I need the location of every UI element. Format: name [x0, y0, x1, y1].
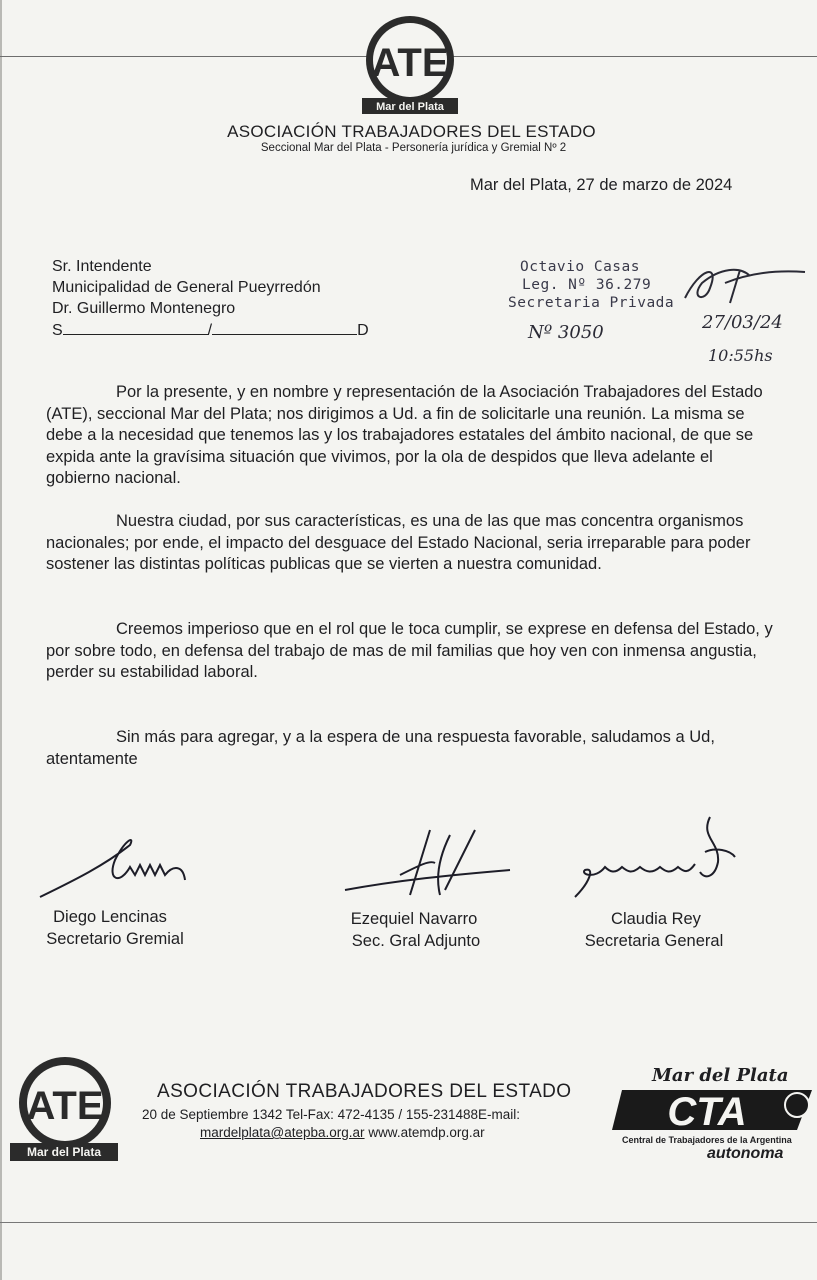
signature-lencinas — [35, 825, 195, 905]
stamp-name: Octavio Casas — [520, 259, 640, 275]
recipient-d: D — [357, 322, 369, 339]
recipient-sd-line — [52, 320, 382, 341]
footer-logo-text: ATE — [26, 1084, 104, 1128]
ate-logo — [360, 14, 460, 116]
page-edge — [0, 0, 2, 1280]
recipient-title: Sr. Intendente — [52, 258, 152, 275]
recipient-institution: Municipalidad de General Pueyrredón — [52, 279, 321, 296]
recipient-name: Dr. Guillermo Montenegro — [52, 300, 236, 317]
signature-navarro — [340, 825, 515, 900]
body-paragraph-1: Por la presente, y en nombre y representación de la Asociación Trabajadores del Estado (ATE), seccional Mar del Plata; nos dirigimos a Ud. a fin de solicitarle una reunión. La misma se debe a la necesidad que tenemos las y los trabajadores estatales del ámbito nacional, de que se expida ante la gravísima situación que vivimos, por la ola de despidos que lleva adelante el gobierno nacional. — [46, 383, 763, 487]
recipient-s: S — [52, 322, 63, 339]
body-paragraph-3: Creemos imperioso que en el rol que le toca cumplir, se exprese en defensa del Estado, y por sobre todo, en defensa del trabajo de mas de mil familias que hoy ven con inmensa angustia, perder su estabilidad laboral. — [46, 620, 773, 681]
footer-web: www.atemdp.org.ar — [364, 1125, 485, 1140]
signatory-3-role: Secretaria General — [584, 932, 724, 950]
date-line: Mar del Plata, 27 de marzo de 2024 — [470, 176, 733, 194]
footer-title: ASOCIACIÓN TRABAJADORES DEL ESTADO — [157, 1081, 572, 1102]
cta-city: Mar del Plata — [652, 1065, 789, 1086]
cta-autonoma: autonoma — [707, 1145, 784, 1162]
footer-email-link[interactable]: mardelplata@atepba.org.ar — [200, 1125, 365, 1140]
header-title: ASOCIACIÓN TRABAJADORES DEL ESTADO — [227, 122, 596, 141]
body-paragraph-2: Nuestra ciudad, por sus características, es una de las que mas concentra organismos nacionales; por ende, el impacto del desguace del Estado Nacional, seria irreparable para poder sostener las distintas políticas publicas que se vierten a nuestra comunidad. — [46, 512, 751, 573]
cta-central: Central de Trabajadores de la Argentina — [622, 1135, 792, 1145]
signatory-1-role: Secretario Gremial — [46, 930, 184, 948]
stamp-leg: Leg. Nº 36.279 — [522, 277, 652, 293]
body-closing: Sin más para agregar, y a la espera de una respuesta favorable, saludamos a Ud, atentamente — [46, 728, 715, 768]
receiver-signature — [680, 258, 810, 308]
cta-mark — [612, 1085, 817, 1135]
stamp-time: 10:55hs — [708, 346, 773, 365]
footer-logo-caption: Mar del Plata — [26, 1145, 102, 1159]
header-subtitle: Seccional Mar del Plata - Personería jurídica y Gremial Nº 2 — [260, 142, 567, 154]
ate-logo-caption: Mar del Plata — [376, 101, 444, 113]
signatory-3-name: Claudia Rey — [611, 910, 701, 928]
cta-letters: CTA — [667, 1090, 747, 1134]
footer-contact — [200, 1125, 485, 1140]
ate-logo-text: ATE — [371, 41, 449, 85]
stamp-date: 27/03/24 — [702, 312, 783, 333]
stamp-number: Nº 3050 — [528, 322, 604, 343]
footer-address: 20 de Septiembre 1342 Tel-Fax: 472-4135 / 155-231488E-mail: — [142, 1107, 520, 1122]
signatory-2-name: Ezequiel Navarro — [350, 910, 478, 928]
signature-rey — [570, 812, 745, 902]
signatory-2-role: Sec. Gral Adjunto — [351, 932, 481, 950]
recipient-slash: / — [207, 322, 213, 339]
cta-logo — [612, 1065, 817, 1165]
signatory-1-name: Diego Lencinas — [53, 908, 167, 926]
footer-ate-logo — [10, 1055, 120, 1165]
footer-rule — [0, 1222, 817, 1223]
stamp-role: Secretaria Privada — [508, 295, 675, 311]
